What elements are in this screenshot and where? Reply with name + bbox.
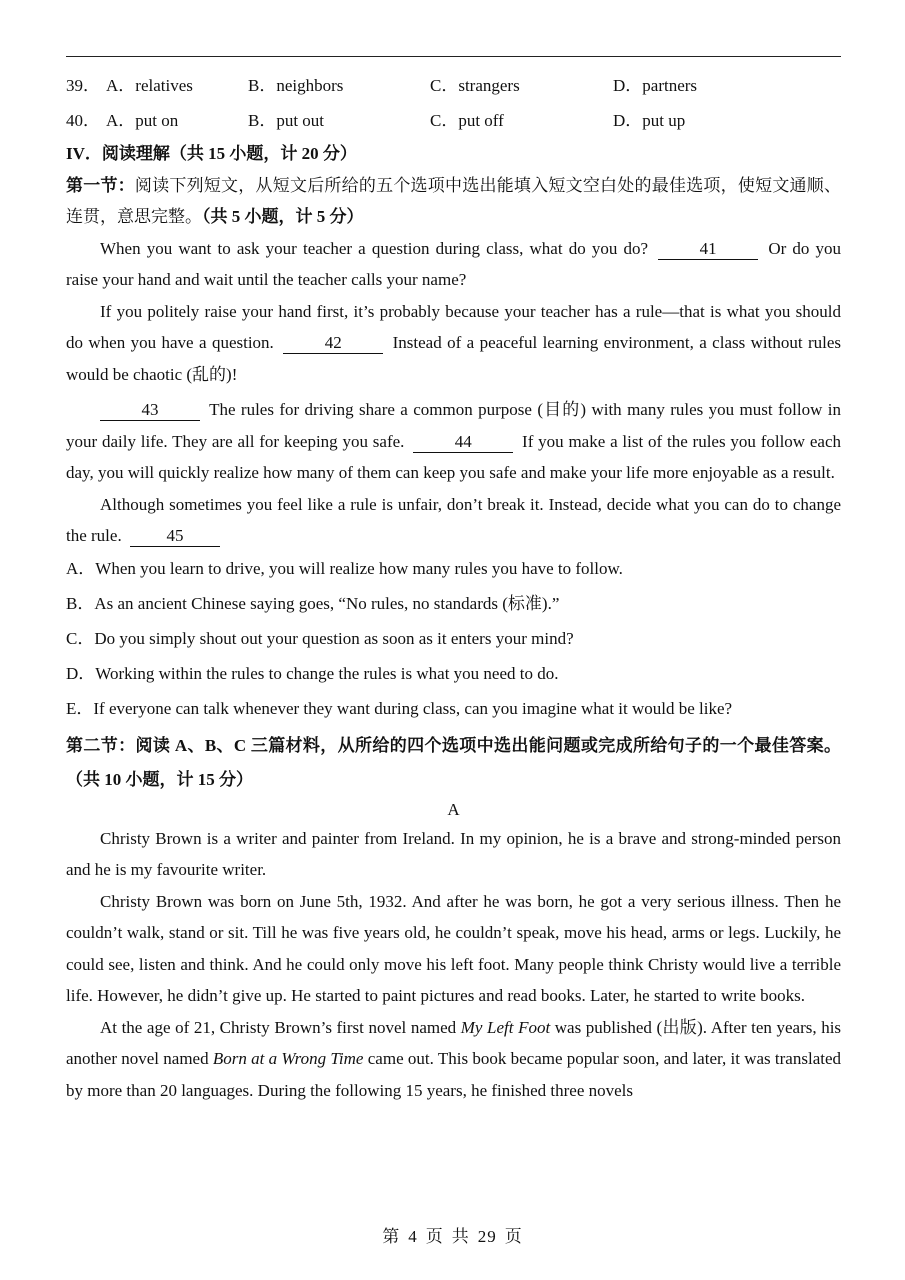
paragraph-2 (66, 296, 841, 391)
section-title: IV．阅读理解（共 15 小题，计 20 分） (66, 144, 357, 163)
mcq-question-40 (66, 103, 841, 138)
blank-43: 43 (100, 400, 200, 421)
option-a: A．relatives (106, 75, 193, 95)
option-line-b: B．As an ancient Chinese saying goes, “No rules, no standards (标准).” (66, 594, 560, 614)
option-c: C．strangers (430, 75, 520, 95)
blank-41: 41 (658, 239, 758, 260)
blank-45: 45 (130, 526, 220, 547)
option-b: B．put out (248, 110, 325, 130)
paragraph-4 (66, 489, 841, 552)
option-b: B．neighbors (248, 75, 344, 95)
blank-44: 44 (413, 432, 513, 453)
footer-text: 页 (425, 1227, 444, 1246)
book-title: Born at a Wrong Time (212, 1049, 364, 1068)
option-line-e: E．If everyone can talk whenever they want during class, can you imagine what it would be like? (66, 699, 733, 719)
page-content (66, 68, 841, 1106)
book-title: My Left Foot (460, 1017, 551, 1037)
option-c: C．put off (430, 110, 504, 130)
option-d: D．partners (613, 75, 698, 95)
option-line-c: C．Do you simply shout out your question as soon as it enters your mind? (66, 629, 574, 649)
passage-paragraph-2: Christy Brown was born on June 5th, 1932. And after he was born, he got a very serious illness. Then he couldn’t walk, stand or sit. Till he was five years old, he couldn’t speak, move his head, arms or legs. Luckily, he could see, listen and think. And he could only move his left foot. Many people think Christy would live a terrible life. However, he didn’t give up. He started to paint pictures and read books. Later, he started to write books. (66, 891, 841, 1005)
text: If you politely raise your hand first, it’s probably because your teacher has a rule—that is what you should do when you have a question. (66, 301, 841, 352)
part2-heading: 第二节：阅读 A、B、C 三篇材料，从所给的四个选项中选出能问题或完成所给句子的一个最佳答案。（共 10 小题，计 15 分） (66, 735, 841, 789)
footer-text: 页 (504, 1227, 523, 1246)
passage-paragraph-3 (66, 1012, 841, 1107)
text: The rules for driving share a common purpose (目的) with many rules you must follow in your daily life. They are all for keeping you safe. (66, 400, 841, 451)
option-a: A．put on (106, 110, 179, 130)
header-rule (66, 56, 841, 57)
paragraph-3 (66, 394, 841, 489)
passage-label: A (447, 799, 460, 819)
paragraph-1 (66, 233, 841, 296)
option-line-d: D．Working within the rules to change the rules is what you need to do. (66, 664, 559, 684)
total-pages: 29 (477, 1227, 497, 1246)
answer-options (66, 552, 841, 727)
part1-heading (66, 170, 841, 233)
option-d: D．put up (613, 110, 686, 130)
passage-paragraph-1: Christy Brown is a writer and painter from Ireland. In my opinion, he is a brave and strong-minded person and he is my favourite writer. (66, 828, 841, 879)
part1-count: （共 5 小题，计 5 分） (202, 207, 364, 226)
blank-42: 42 (283, 333, 383, 354)
option-line-a: A．When you learn to drive, you will realize how many rules you have to follow. (66, 559, 623, 579)
text: came out. This book became popular soon, and later, it was translated by more than 20 languages. During the following 15 years, he finished three novels (66, 1049, 842, 1100)
question-number: 39． (66, 75, 100, 95)
page-footer (0, 1222, 905, 1247)
part1-label: 第一节： (66, 175, 135, 195)
text: At the age of 21, Christy Brown’s first novel named (100, 1017, 457, 1037)
text: When you want to ask your teacher a question during class, what do you do? (100, 238, 649, 258)
footer-text: 共 (451, 1227, 470, 1246)
footer-text: 第 (382, 1227, 401, 1246)
text: If you make a list of the rules you follow each day, you will quickly realize how many of them can keep you safe and make your life more enjoyable as a result. (66, 431, 842, 482)
text: Although sometimes you feel like a rule is unfair, don’t break it. Instead, decide what you can do to change the rule. (66, 494, 841, 545)
page-number: 4 (408, 1227, 418, 1246)
mcq-question-39 (66, 68, 841, 103)
question-number: 40． (66, 110, 100, 130)
text: Instead of a peaceful learning environment, a class without rules would be chaotic (乱的)! (66, 333, 842, 384)
text: was published (出版). After ten years, his another novel named (66, 1017, 842, 1068)
part1-instructions: 阅读下列短文，从短文后所给的五个选项中选出能填入短文空白处的最佳选项，使短文通顺、连贯，意思完整。 (66, 175, 842, 226)
text: Or do you raise your hand and wait until the teacher calls your name? (66, 238, 842, 289)
